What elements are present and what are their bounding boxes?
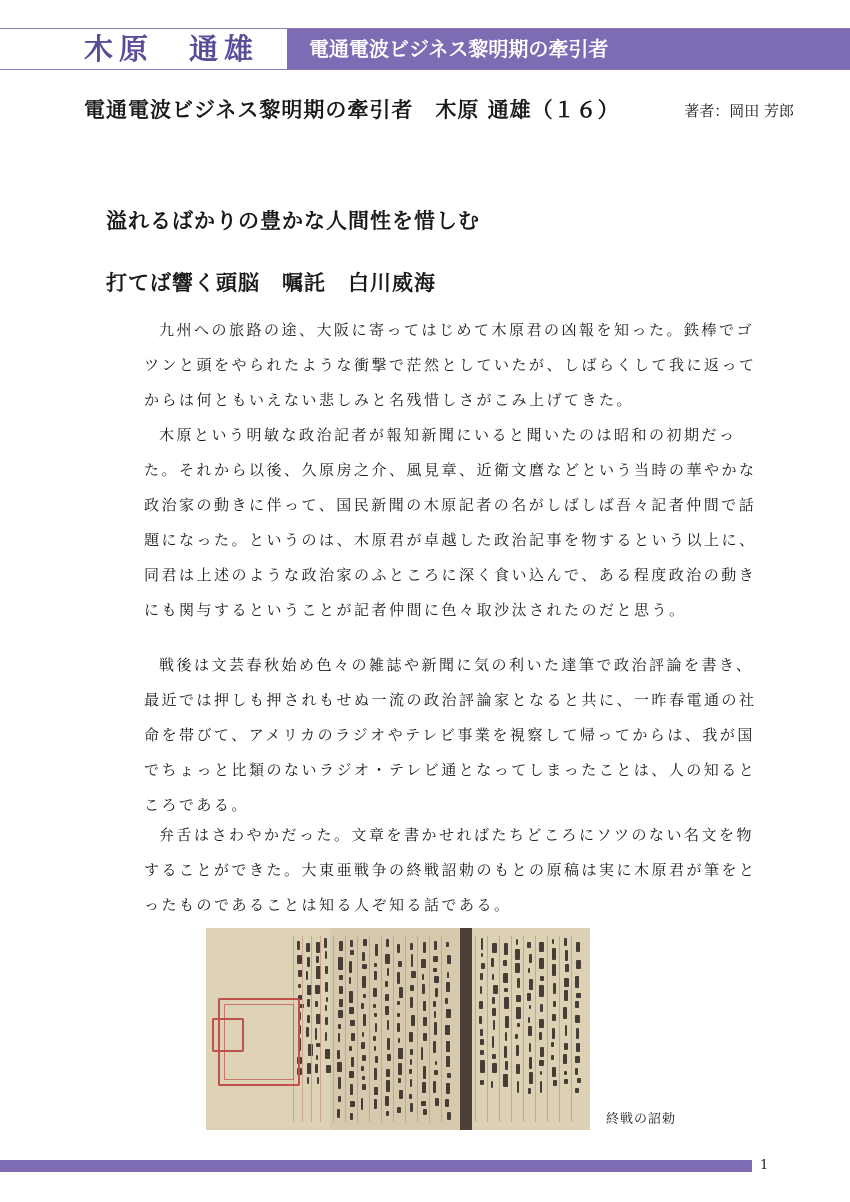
photo-column-rule (320, 936, 321, 1122)
photo-ink-stroke (434, 1070, 438, 1075)
photo-ink-stroke (527, 942, 531, 948)
photo-ink-stroke (350, 950, 353, 955)
photo-ink-stroke (447, 1112, 451, 1120)
photo-ink-stroke (307, 1077, 310, 1084)
photo-ink-stroke (504, 997, 509, 1008)
photo-ink-stroke (563, 1054, 567, 1064)
photo-ink-stroke (385, 1096, 388, 1106)
photo-ink-stroke (362, 1076, 364, 1080)
photo-ink-stroke (374, 1068, 377, 1080)
photo-ink-stroke (479, 1016, 482, 1025)
photo-ink-stroke (410, 985, 414, 991)
photo-ink-stroke (337, 1062, 341, 1072)
photo-ink-stroke (339, 999, 343, 1007)
photo-ink-stroke (315, 1001, 317, 1007)
photo-ink-stroke (423, 942, 426, 954)
photo-ink-stroke (350, 1113, 354, 1120)
photo-ink-stroke (565, 964, 570, 972)
photo-column-rule (417, 936, 418, 1122)
photo-ink-stroke (317, 1077, 319, 1084)
photo-ink-stroke (504, 943, 508, 954)
photo-ink-stroke (385, 981, 388, 988)
photo-ink-stroke (446, 1009, 450, 1019)
photo-ink-stroke (447, 972, 449, 978)
photo-ink-stroke (527, 993, 531, 1001)
photo-ink-stroke (350, 1020, 355, 1026)
photo-ink-stroke (397, 1023, 400, 1032)
photo-ink-stroke (564, 938, 568, 946)
photo-ink-stroke (552, 964, 556, 976)
photo-ink-stroke (576, 960, 581, 969)
photo-ink-stroke (553, 1001, 556, 1007)
photo-ink-stroke (447, 955, 451, 965)
photo-ink-stroke (338, 1096, 341, 1102)
photo-ink-stroke (480, 1060, 485, 1073)
photo-column-rule (535, 936, 536, 1122)
photo-ink-stroke (397, 944, 400, 954)
photo-ink-stroke (351, 1033, 355, 1040)
photo-ink-stroke (387, 968, 389, 976)
photo-ink-stroke (539, 1019, 544, 1028)
photo-ink-stroke (565, 950, 568, 960)
photo-ink-stroke (492, 1036, 494, 1047)
photo-ink-stroke (363, 1014, 367, 1027)
photo-ink-stroke (307, 1015, 310, 1023)
subtitle-2: 打てば響く頭脳 嘱託 白川威海 (106, 270, 436, 295)
photo-ink-stroke (324, 938, 327, 948)
photo-ink-stroke (480, 973, 484, 980)
photo-ink-stroke (565, 1025, 567, 1036)
photo-column-rule (441, 936, 442, 1122)
photo-ink-stroke (363, 994, 366, 999)
photo-column-rule (405, 936, 406, 1122)
photo-ink-stroke (564, 1079, 569, 1084)
photo-ink-stroke (423, 1109, 427, 1114)
photo-ink-stroke (480, 986, 482, 994)
photo-column-rule (487, 936, 488, 1122)
photo-ink-stroke (423, 1001, 426, 1011)
photo-ink-stroke (433, 1041, 435, 1053)
photo-column-rule (571, 936, 572, 1122)
photo-ink-stroke (338, 1010, 343, 1017)
photo-ink-stroke (399, 987, 403, 998)
photo-ink-stroke (563, 1007, 566, 1019)
photo-ink-stroke (516, 995, 521, 1001)
photo-ink-stroke (375, 1056, 378, 1063)
photo-ink-stroke (446, 982, 451, 991)
photo-column-rule (559, 936, 560, 1122)
photo-ink-stroke (575, 976, 579, 989)
photo-ink-stroke (373, 1004, 375, 1008)
photo-ink-stroke (423, 1066, 426, 1079)
photo-ink-stroke (493, 1020, 495, 1030)
photo-ink-stroke (435, 1098, 439, 1106)
photo-ink-stroke (410, 997, 413, 1008)
photo-column-rule (429, 936, 430, 1122)
photo-ink-stroke (349, 1071, 354, 1078)
photo-ink-stroke (325, 951, 327, 959)
photo-column-rule (523, 936, 524, 1122)
small-seal-stamp (212, 1018, 244, 1052)
photo-ink-stroke (575, 1001, 579, 1008)
photo-ink-stroke (529, 1057, 532, 1069)
photo-column-rule (547, 936, 548, 1122)
photo-ink-stroke (576, 1028, 578, 1039)
header-band (0, 28, 850, 70)
photo-ink-stroke (349, 961, 352, 973)
photo-ink-stroke (480, 1080, 484, 1085)
photo-ink-stroke (385, 954, 389, 964)
photo-ink-stroke (362, 964, 367, 969)
photo-ink-stroke (423, 1033, 427, 1041)
photo-ink-stroke (446, 1056, 450, 1068)
photo-ink-stroke (422, 1082, 426, 1093)
photo-ink-stroke (386, 1069, 390, 1077)
photo-ink-stroke (564, 1043, 568, 1050)
photo-ink-stroke (361, 1066, 364, 1071)
photo-ink-stroke (422, 974, 424, 980)
photo-ink-stroke (325, 1017, 329, 1025)
photo-ink-stroke (374, 1099, 377, 1109)
photo-ink-stroke (575, 1056, 580, 1063)
photo-ink-stroke (375, 944, 379, 956)
photo-ink-stroke (385, 1006, 389, 1015)
photo-ink-stroke (339, 975, 343, 980)
photo-ink-stroke (480, 1050, 484, 1056)
photo-ink-stroke (386, 1111, 389, 1116)
photo-ink-stroke (434, 941, 436, 950)
photo-ink-stroke (575, 1088, 578, 1094)
photo-column-rule (369, 936, 370, 1122)
photo-ink-stroke (564, 1071, 566, 1075)
photo-ink-stroke (349, 991, 353, 1003)
photo-ink-stroke (505, 1061, 509, 1070)
author-credit: 著者：岡田 芳郎 (684, 102, 794, 120)
photo-ink-stroke (445, 1099, 448, 1107)
photo-ink-stroke (517, 978, 521, 988)
photo-ink-stroke (385, 994, 388, 1001)
photo-column-rule (357, 936, 358, 1122)
photo-ink-stroke (564, 990, 568, 1001)
photo-ink-stroke (553, 1080, 558, 1086)
photo-ink-stroke (297, 941, 300, 950)
photo-ink-stroke (492, 1008, 496, 1016)
photo-ink-stroke (446, 942, 449, 947)
photo-ink-stroke (325, 1049, 330, 1059)
photo-ink-stroke (503, 1074, 508, 1087)
photo-ink-stroke (409, 1069, 412, 1074)
photo-ink-stroke (576, 1043, 581, 1052)
photo-ink-stroke (504, 988, 509, 992)
photo-ink-stroke (387, 1038, 390, 1049)
paragraph-2: 木原という明敏な政治記者が報知新聞にいると聞いたのは昭和の初期だった。それから以後、久原房之介、風見章、近衛文麿などという当時の華やかな政治家の動きに伴って、国民新聞の木原記者の名がしばしば吾々記者仲間で話題になった。というのは、木原君が卓越した政治記事を物するという以上に、同君は上述のような政治家のふところに深く食い込んで、ある程度政治の動きにも関与するということが記者仲間に色々取沙汰されたのだと思う。 (144, 426, 757, 619)
photo-ink-stroke (481, 953, 483, 957)
paragraph-4: 弁舌はさわやかだった。文章を書かせればたちどころにソツのない名文を物することができた。大東亜戦争の終戦詔勅のもとの原稿は実に木原君が筆をとったものであることは知る人ぞ知る話である。 (144, 826, 757, 914)
photo-ink-stroke (339, 941, 344, 951)
photo-ink-stroke (298, 984, 301, 989)
photo-ink-stroke (363, 939, 367, 947)
photo-ink-stroke (351, 1057, 354, 1066)
photo-ink-stroke (338, 957, 342, 970)
photo-ink-stroke (576, 942, 580, 953)
photo-ink-stroke (316, 1055, 318, 1060)
photo-ink-stroke (493, 985, 498, 994)
photo-column-rule (302, 936, 303, 1122)
photo-column-rule (499, 936, 500, 1122)
photo-ink-stroke (361, 1003, 364, 1009)
photo-ink-stroke (325, 982, 328, 992)
photo-ink-stroke (398, 1063, 402, 1075)
photo-ink-stroke (349, 1046, 351, 1051)
photo-gutter (460, 928, 472, 1130)
photo-ink-stroke (411, 1015, 415, 1026)
photo-ink-stroke (575, 1068, 578, 1075)
photo-ink-stroke (397, 1013, 400, 1017)
photo-ink-stroke (350, 1084, 353, 1095)
photo-ink-stroke (516, 1007, 521, 1020)
figure-caption: 終戦の詔勅 (606, 1112, 677, 1127)
subtitle-1: 溢れるばかりの豊かな人間性を惜しむ (106, 208, 480, 233)
photo-ink-stroke (411, 971, 416, 978)
photo-ink-stroke (552, 948, 556, 960)
photo-ink-stroke (528, 968, 530, 973)
photo-ink-stroke (362, 1055, 366, 1061)
photo-column-rule (381, 936, 382, 1122)
photo-ink-stroke (326, 997, 328, 1002)
photo-column-rule (511, 936, 512, 1122)
photo-ink-stroke (552, 1067, 556, 1077)
photo-ink-stroke (398, 1038, 400, 1043)
photo-ink-stroke (410, 1103, 414, 1112)
photo-ink-stroke (445, 1025, 450, 1035)
photo-ink-stroke (433, 1001, 436, 1006)
photo-ink-stroke (326, 1065, 331, 1073)
photo-column-rule (333, 936, 334, 1122)
photo-ink-stroke (409, 1094, 411, 1100)
photo-ink-stroke (528, 1017, 531, 1022)
photo-ink-stroke (350, 940, 353, 948)
photo-ink-stroke (374, 971, 377, 981)
photo-ink-stroke (307, 957, 309, 968)
photo-ink-stroke (315, 985, 319, 993)
photo-ink-stroke (516, 939, 518, 944)
photo-ink-stroke (504, 1046, 506, 1058)
photo-ink-stroke (445, 998, 447, 1005)
header-series-bar (287, 29, 850, 69)
photo-ink-stroke (564, 978, 568, 986)
photo-ink-stroke (398, 1078, 402, 1083)
photo-ink-stroke (479, 1001, 483, 1009)
photo-ink-stroke (517, 1081, 519, 1093)
photo-ink-stroke (306, 1027, 309, 1038)
photo-ink-stroke (434, 1022, 437, 1035)
photo-ink-stroke (577, 1078, 581, 1082)
photo-ink-stroke (338, 1024, 341, 1029)
photo-ink-stroke (374, 1013, 377, 1018)
photo-ink-stroke (517, 1023, 520, 1027)
photo-ink-stroke (387, 1054, 391, 1061)
photo-ink-stroke (491, 958, 493, 967)
photo-ink-stroke (503, 960, 506, 966)
photo-ink-stroke (528, 1026, 532, 1036)
page-number: 1 (760, 1158, 769, 1173)
photo-ink-stroke (492, 943, 497, 953)
photo-ink-stroke (423, 1017, 428, 1026)
photo-ink-stroke (338, 1033, 340, 1042)
photo-ink-stroke (397, 972, 399, 984)
photo-ink-stroke (386, 939, 389, 947)
header-series-label: 電通電波ビジネス黎明期の牽引者 (309, 37, 609, 61)
photo-ink-stroke (397, 1107, 401, 1113)
photo-ink-stroke (492, 1063, 497, 1074)
photo-ink-stroke (539, 985, 544, 997)
photo-ink-stroke (387, 1020, 389, 1030)
photo-ink-stroke (434, 976, 439, 983)
photo-ink-stroke (397, 1001, 400, 1005)
photo-ink-stroke (539, 1060, 544, 1066)
photo-ink-stroke (338, 1077, 341, 1089)
photo-ink-stroke (540, 1071, 542, 1075)
photo-column-rule (345, 936, 346, 1122)
photo-ink-stroke (529, 979, 533, 990)
photo-column-rule (393, 936, 394, 1122)
photo-ink-stroke (552, 1014, 556, 1021)
photo-ink-stroke (446, 1041, 450, 1052)
photo-ink-stroke (349, 1007, 353, 1014)
photo-ink-stroke (551, 1042, 553, 1047)
photo-ink-stroke (398, 961, 402, 967)
photo-ink-stroke (362, 976, 367, 988)
photo-ink-stroke (503, 973, 507, 982)
photo-ink-stroke (551, 1055, 554, 1060)
photo-ink-stroke (575, 1015, 579, 1023)
footer-bar (0, 1160, 752, 1172)
photo-ink-stroke (492, 974, 495, 980)
photo-ink-stroke (337, 1050, 340, 1059)
photo-ink-stroke (325, 1032, 327, 1041)
photo-ink-stroke (539, 1032, 542, 1040)
photo-ink-stroke (505, 1016, 509, 1028)
photo-ink-stroke (362, 1084, 366, 1091)
photo-ink-stroke (410, 1049, 413, 1054)
photo-ink-stroke (421, 1047, 423, 1060)
photo-ink-stroke (315, 1064, 318, 1072)
photo-ink-stroke (540, 1081, 542, 1094)
photo-ink-stroke (516, 1045, 519, 1056)
header-name: 木原 通雄 (84, 32, 260, 66)
photo-ink-stroke (316, 956, 319, 963)
photo-ink-stroke (433, 1081, 436, 1093)
photo-ink-stroke (435, 1061, 437, 1066)
photo-ink-stroke (515, 963, 520, 973)
photo-ink-stroke (539, 942, 543, 952)
photo-ink-stroke (307, 999, 310, 1007)
photo-ink-stroke (540, 1047, 544, 1056)
photo-ink-stroke (373, 988, 377, 997)
photo-ink-stroke (409, 1032, 413, 1041)
photo-ink-stroke (410, 943, 413, 950)
photo-ink-stroke (374, 1046, 376, 1051)
photo-ink-stroke (540, 1004, 543, 1012)
photo-ink-stroke (350, 1101, 355, 1106)
photo-ink-stroke (306, 971, 308, 979)
photo-ink-stroke (339, 986, 343, 994)
photo-ink-stroke (411, 954, 413, 966)
photo-column-rule (475, 936, 476, 1122)
photo-ink-stroke (421, 1101, 425, 1106)
photo-ink-stroke (481, 963, 485, 970)
photo-ink-stroke (446, 1083, 450, 1094)
photo-ink-stroke (399, 1090, 404, 1099)
photo-ink-stroke (374, 1087, 378, 1095)
photo-ink-stroke (337, 1109, 339, 1118)
photo-ink-stroke (325, 1005, 327, 1011)
photo-ink-stroke (421, 959, 426, 969)
photo-ink-stroke (492, 997, 495, 1005)
photo-ink-stroke (540, 976, 544, 981)
photo-ink-stroke (422, 984, 425, 994)
photo-ink-stroke (480, 1029, 482, 1035)
photo-column-rule (311, 936, 312, 1122)
photo-ink-stroke (361, 1042, 365, 1049)
photo-ink-stroke (386, 1080, 390, 1091)
photo-ink-stroke (529, 1072, 533, 1084)
title-row (84, 96, 804, 128)
photo-ink-stroke (375, 1023, 377, 1032)
page-title: 電通電波ビジネス黎明期の牽引者 木原 通雄（１６） (84, 97, 620, 122)
photo-ink-stroke (492, 1054, 496, 1059)
photo-ink-stroke (447, 1073, 452, 1078)
photo-ink-stroke (528, 1088, 531, 1094)
photo-ink-stroke (529, 1043, 531, 1052)
photo-ink-stroke (480, 1039, 485, 1045)
paragraph-3: 戦後は文芸春秋始め色々の雑誌や新聞に気の利いた達筆で政治評論を書き、最近では押しも押されもせぬ一流の政治評論家となると共に、一昨春電通の社命を帯びて、アメリカのラジオやテレビ事業を視察して帰ってからは、我が国でちょっと比類のないラジオ・テレビ通となってしまったことは、人の知るところである。 (144, 656, 757, 814)
photo-ink-stroke (529, 954, 532, 963)
photo-ink-stroke (516, 1064, 520, 1075)
paragraph-1: 九州への旅路の途、大阪に寄ってはじめて木原君の凶報を知った。鉄棒でゴツンと頭をやられたような衝撃で茫然としていたが、しばらくして我に返ってからは何ともいえない悲しみと名残惜しさがこみ上げてきた。 (144, 321, 757, 409)
photo-ink-stroke (576, 993, 580, 998)
photo-ink-stroke (434, 1011, 436, 1017)
photo-ink-stroke (410, 1079, 412, 1087)
photo-ink-stroke (373, 1036, 375, 1041)
rescript-photo (206, 928, 590, 1130)
photo-ink-stroke (433, 968, 437, 972)
photo-ink-stroke (553, 983, 556, 994)
photo-ink-stroke (552, 1028, 556, 1039)
photo-ink-stroke (435, 988, 438, 997)
photo-ink-stroke (539, 958, 543, 969)
photo-ink-stroke (433, 956, 437, 961)
photo-ink-stroke (362, 952, 365, 961)
photo-ink-stroke (398, 1048, 403, 1058)
photo-ink-stroke (515, 949, 520, 959)
photo-ink-stroke (515, 1034, 518, 1039)
photo-ink-stroke (505, 1032, 507, 1041)
photo-ink-stroke (306, 943, 310, 951)
photo-ink-stroke (552, 939, 554, 945)
